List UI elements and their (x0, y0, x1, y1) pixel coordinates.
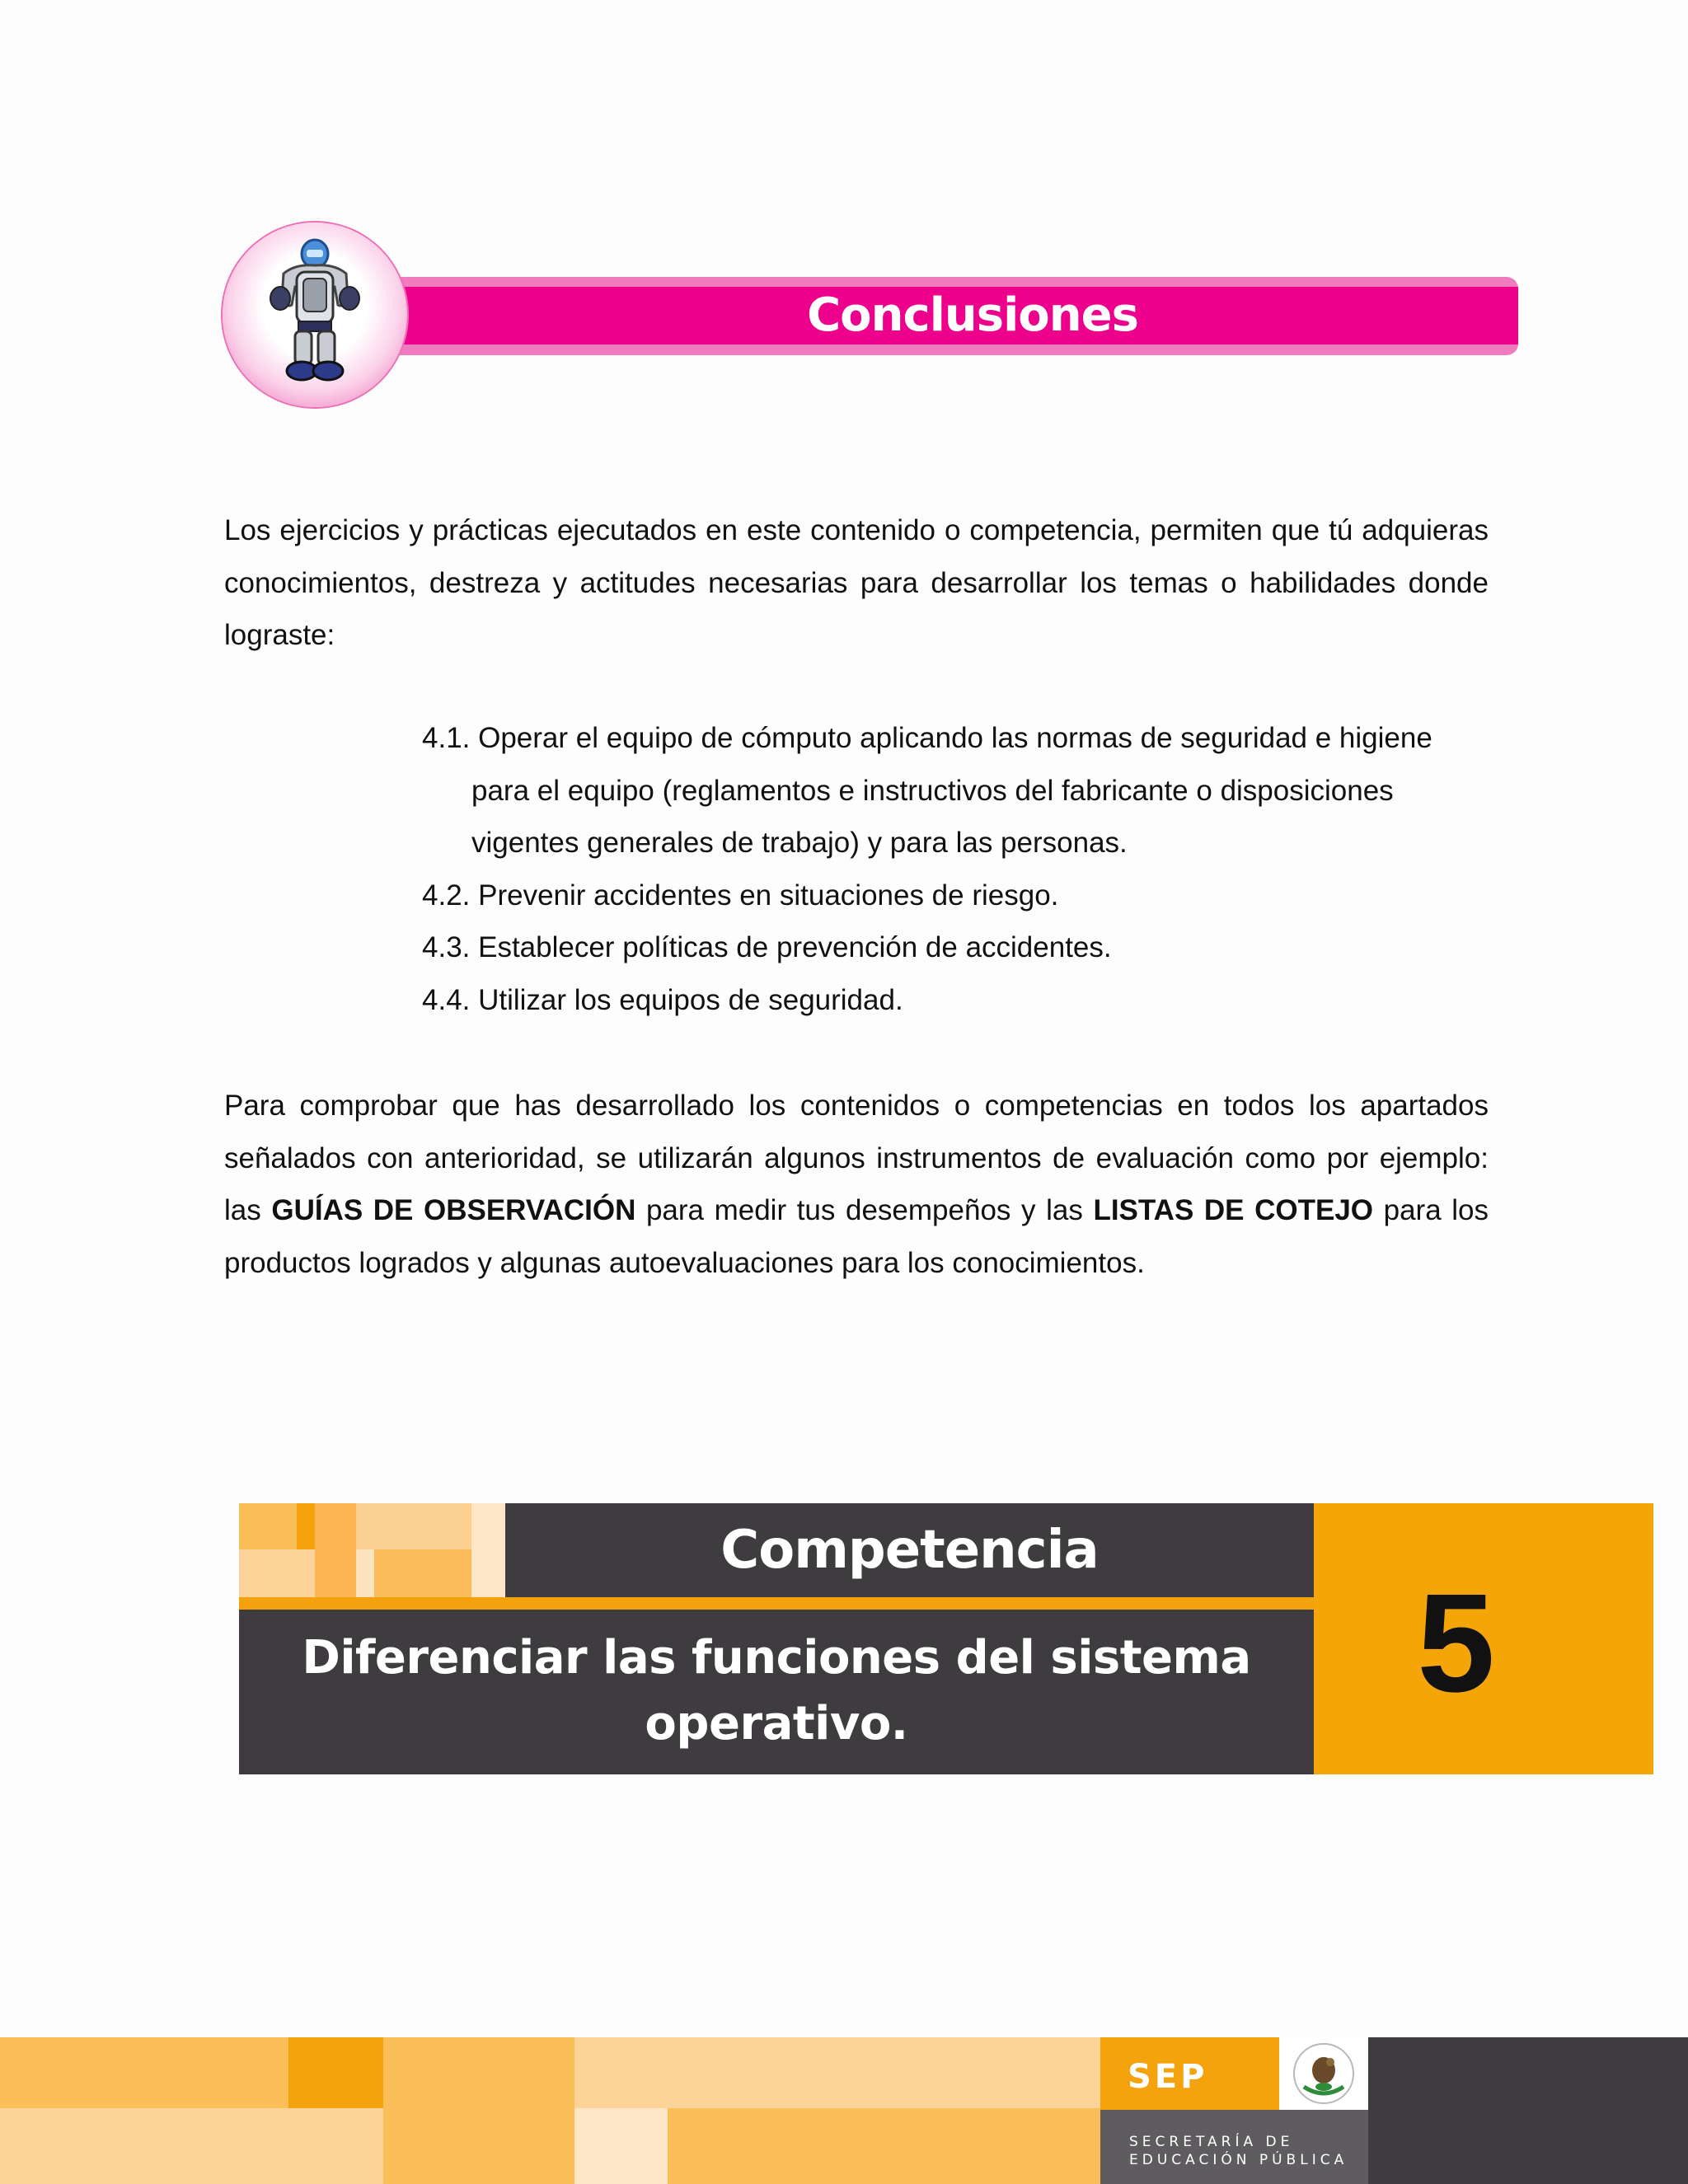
objectives-list (422, 712, 1493, 1026)
sep-subtitle-line1: SECRETARÍA DE (1129, 2134, 1294, 2150)
evaluation-paragraph (224, 1080, 1489, 1289)
mexican-coat-of-arms-icon (1279, 2037, 1368, 2110)
evaluation-bold-guias: GUÍAS DE OBSERVACIÓN (271, 1194, 636, 1226)
list-item: 4.3. Establecer políticas de prevención de accidentes. (422, 931, 1112, 963)
sep-logo: SEP (1128, 2058, 1208, 2096)
competencia-divider (239, 1597, 1314, 1610)
list-item: 4.4. Utilizar los equipos de seguridad. (422, 983, 903, 1016)
footer-band (0, 2037, 1688, 2184)
sep-subtitle (1129, 2133, 1376, 2169)
evaluation-text: para medir tus desempeños y las (635, 1194, 1094, 1226)
list-item: 4.2. Prevenir accidentes en situaciones de riesgo. (422, 879, 1059, 912)
list-item: 4.1. Operar el equipo de cómputo aplicando las normas de seguridad e higiene para el equipo (reglamentos e instructivos del fabricante o disposiciones vigentes generales de trabajo) y para las personas. (422, 722, 1432, 859)
decorative-squares (239, 1503, 505, 1597)
conclusiones-title: Conclusiones (807, 288, 1138, 342)
competencia-number: 5 (1417, 1565, 1495, 1722)
intro-paragraph: Los ejercicios y prácticas ejecutados en este contenido o competencia, permiten que tú adquieras conocimientos, destreza y actitudes necesarias para desarrollar los temas o habilidades donde lograste: (224, 514, 1489, 651)
competencia-label: Competencia (720, 1520, 1099, 1581)
robot-mascot-icon (223, 223, 407, 407)
evaluation-text: Para comprobar que has desarrollado los contenidos o competencias en todos los apartados señalados con anterioridad, se utilizarán algunos instrumentos de evaluación como por ejemplo: las (224, 1090, 1489, 1226)
sep-subtitle-line2: EDUCACIÓN PÚBLICA (1129, 2152, 1348, 2168)
competencia-description: Diferenciar las funciones del sistema operativo. (302, 1631, 1251, 1750)
evaluation-text: para los productos logrados y algunas autoevaluaciones para los conocimientos. (224, 1194, 1489, 1279)
evaluation-bold-listas: LISTAS DE COTEJO (1093, 1194, 1374, 1226)
